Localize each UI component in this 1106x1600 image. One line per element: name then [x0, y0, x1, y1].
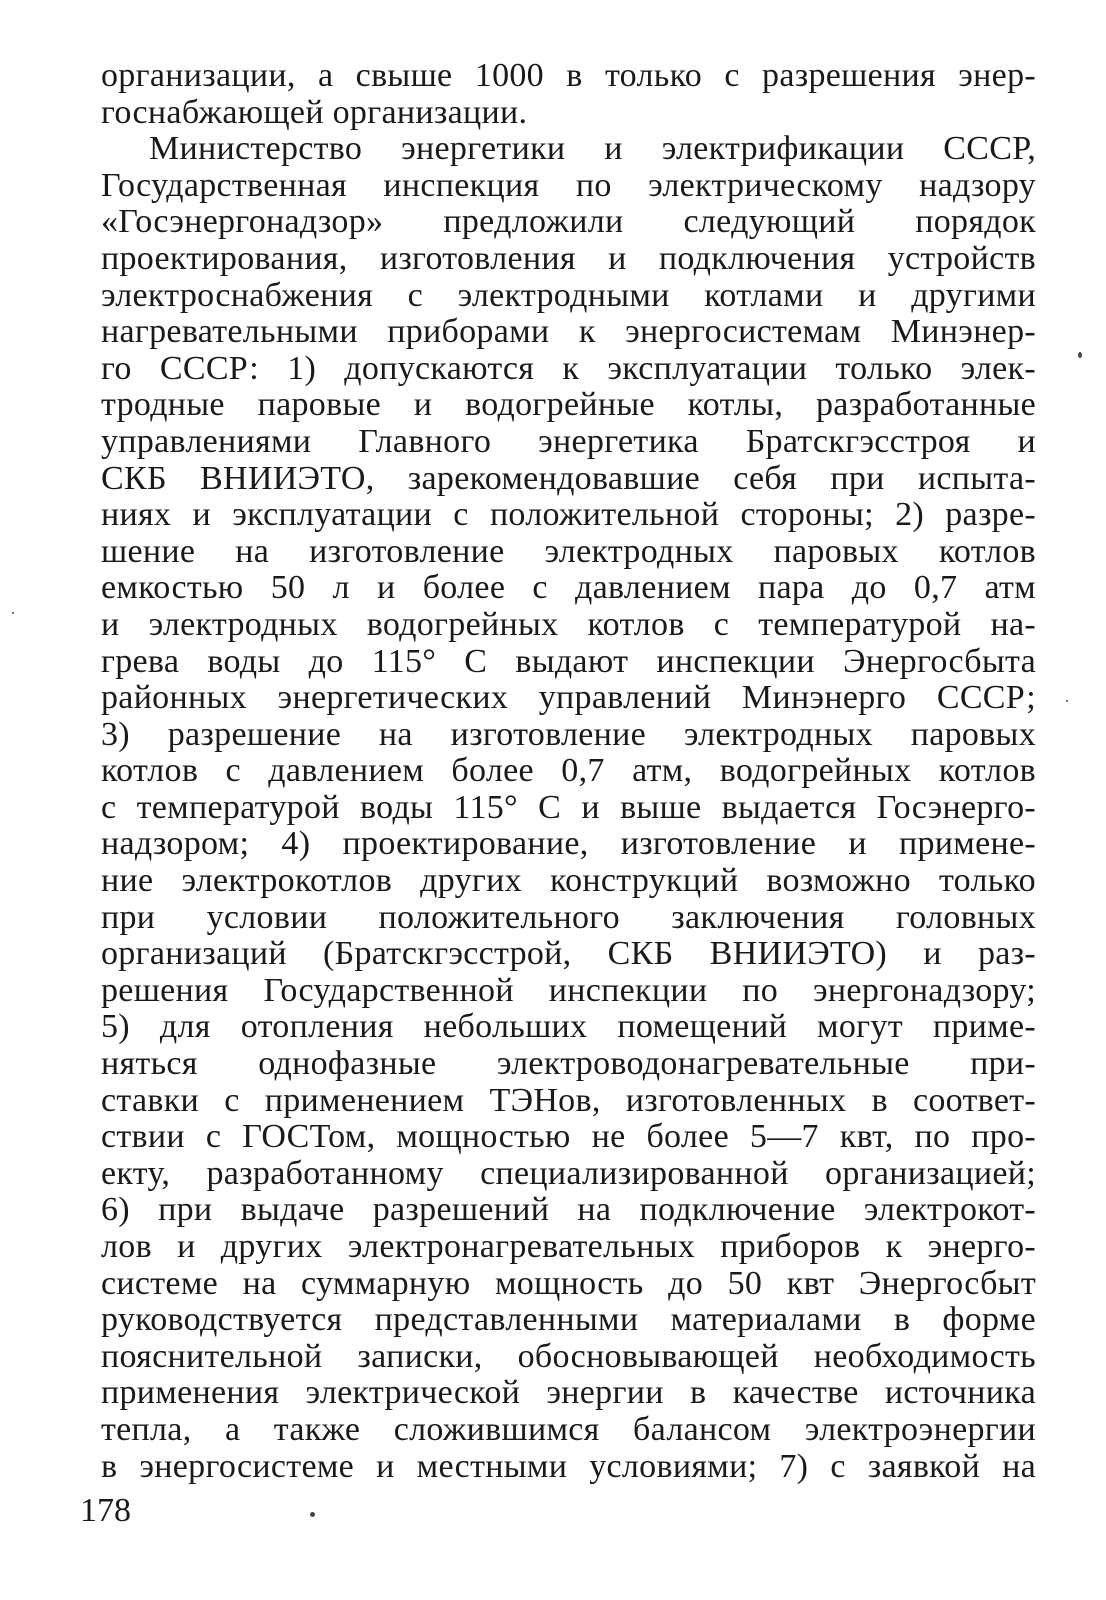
text-line: нагревательными приборами к энергосистемам Минэнер- [101, 313, 1036, 351]
text-line: ниях и эксплуатации с положительной стороны; 2) разре- [101, 496, 1036, 534]
text-line: и электродных водогрейных котлов с температурой на- [101, 605, 1036, 643]
text-line: Государственная инспекция по электрическому надзору [101, 166, 1036, 204]
page-number: 178 [80, 1492, 131, 1529]
text-line: руководствуется представленными материалами в форме [101, 1301, 1036, 1339]
text-line: го СССР: 1) допускаются к эксплуатации только элек- [101, 349, 1036, 387]
text-line: пояснительной записки, обосновывающей необходимость [101, 1337, 1036, 1375]
text-line: 6) при выдаче разрешений на подключение электрокот- [101, 1191, 1036, 1229]
text-line: с температурой воды 115° С и выше выдается Госэнерго- [101, 788, 1036, 826]
text-line: лов и других электронагревательных приборов к энерго- [101, 1228, 1036, 1265]
text-line: организации, а свыше 1000 в только с разрешения энер- [101, 57, 1036, 94]
text-line: электроснабжения с электродными котлами и другими [101, 276, 1036, 314]
text-line: в энергосистеме и местными условиями; 7) с заявкой на [101, 1447, 1036, 1485]
text-line: ние электрокотлов других конструкций возможно только [101, 862, 1036, 900]
scan-speck [1066, 700, 1068, 702]
text-line: 3) разрешение на изготовление электродных паровых [101, 715, 1036, 753]
scan-speck [310, 1512, 315, 1517]
text-line: 5) для отопления небольших помещений могут приме- [101, 1008, 1036, 1046]
scan-speck [1078, 352, 1082, 358]
text-line: системе на суммарную мощность до 50 квт Энергосбыт [101, 1264, 1036, 1302]
text-line: шение на изготовление электродных паровых котлов [101, 532, 1036, 570]
text-line: СКБ ВНИИЭТО, зарекомендовавшие себя при испыта- [101, 459, 1036, 497]
text-line: Министерство энергетики и электрификации СССР, [149, 130, 1036, 168]
text-line: решения Государственной инспекции по энергонадзору; [101, 971, 1036, 1009]
text-line: при условии положительного заключения головных [101, 898, 1036, 936]
text-line: емкостью 50 л и более с давлением пара до 0,7 атм [101, 569, 1036, 607]
text-line: котлов с давлением более 0,7 атм, водогрейных котлов [101, 752, 1036, 790]
text-line: надзором; 4) проектирование, изготовление и примене- [101, 825, 1036, 863]
text-line: применения электрической энергии в качестве источника [101, 1374, 1036, 1412]
text-line: тепла, а также сложившимся балансом электроэнергии [101, 1410, 1036, 1448]
body-text [101, 58, 1036, 1485]
text-line: «Госэнергонадзор» предложили следующий порядок [101, 203, 1036, 241]
text-line: управлениями Главного энергетика Братскгэсстроя и [101, 422, 1036, 460]
text-line: грева воды до 115° С выдают инспекции Энергосбыта [101, 642, 1036, 680]
text-line: няться однофазные электроводонагревательные при- [101, 1045, 1036, 1083]
text-line: ставки с применением ТЭНов, изготовленных в соответ- [101, 1081, 1036, 1119]
text-line: госнабжающей организации. [101, 93, 528, 131]
text-line: тродные паровые и водогрейные котлы, разработанные [101, 386, 1036, 424]
text-line: районных энергетических управлений Минэнерго СССР; [101, 679, 1036, 717]
text-line: организаций (Братскгэсстрой, СКБ ВНИИЭТО) и раз- [101, 935, 1036, 973]
text-line: екту, разработанному специализированной организацией; [101, 1154, 1036, 1192]
text-line: проектирования, изготовления и подключения устройств [101, 239, 1036, 277]
scan-speck [12, 612, 14, 614]
text-line: ствии с ГОСТом, мощностью не более 5—7 квт, по про- [101, 1118, 1036, 1156]
